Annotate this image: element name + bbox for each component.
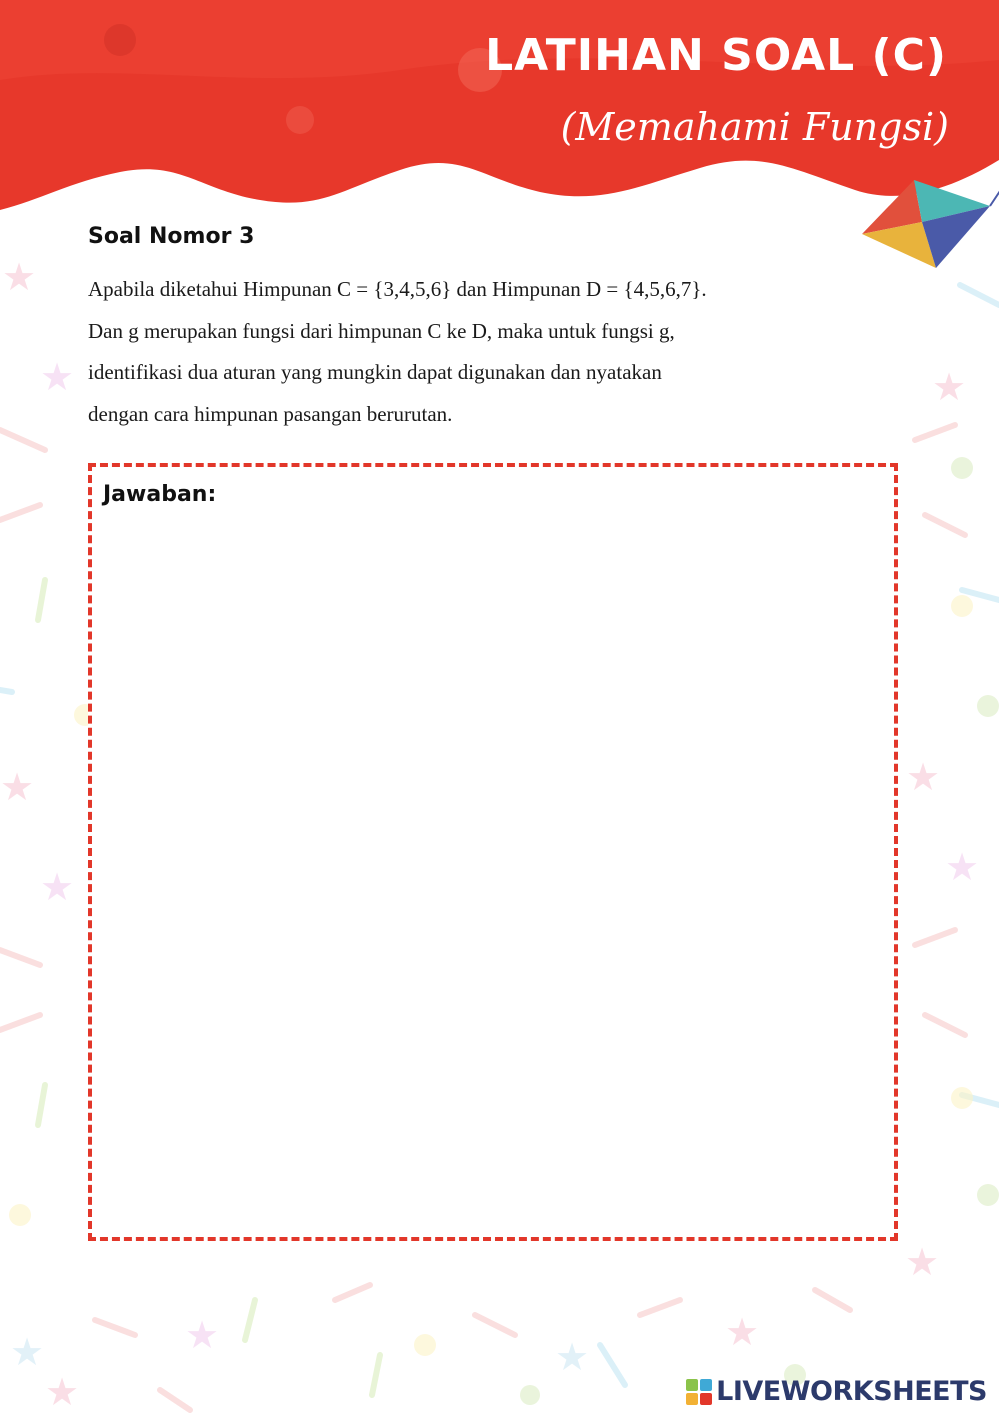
svg-text:★: ★ — [0, 765, 35, 809]
worksheet-title: LATIHAN SOAL (C) — [485, 30, 947, 81]
question-text — [88, 269, 898, 435]
kite-illustration — [862, 178, 999, 270]
svg-text:★: ★ — [45, 1370, 80, 1414]
svg-text:★: ★ — [906, 755, 941, 799]
question-number: Soal Nomor 3 — [88, 224, 255, 249]
question-line: Apabila diketahui Himpunan C = {3,4,5,6} dan Himpunan D = {4,5,6,7}. — [88, 277, 707, 301]
svg-text:★: ★ — [932, 365, 967, 409]
svg-text:★: ★ — [725, 1310, 760, 1354]
worksheet-subtitle: (Memahami Fungsi) — [560, 105, 949, 149]
svg-text:★: ★ — [2, 255, 37, 299]
svg-text:★: ★ — [945, 845, 980, 889]
svg-text:★: ★ — [555, 1335, 590, 1379]
svg-text:★: ★ — [185, 1313, 220, 1357]
answer-label: Jawaban: — [103, 482, 217, 507]
question-line: dengan cara himpunan pasangan berurutan. — [88, 401, 453, 426]
question-line: Dan g merupakan fungsi dari himpunan C ke D, maka untuk fungsi g, — [88, 318, 675, 343]
svg-text:★: ★ — [905, 1240, 940, 1284]
svg-text:★: ★ — [10, 1330, 45, 1374]
brand-name: LIVEWORKSHEETS — [716, 1376, 987, 1407]
answer-box[interactable] — [88, 463, 898, 1241]
liveworksheets-logo-icon — [686, 1379, 712, 1405]
svg-text:★: ★ — [40, 865, 75, 909]
question-line: identifikasi dua aturan yang mungkin dapat digunakan dan nyatakan — [88, 360, 662, 384]
brand-footer — [686, 1376, 987, 1407]
svg-text:★: ★ — [40, 355, 75, 399]
